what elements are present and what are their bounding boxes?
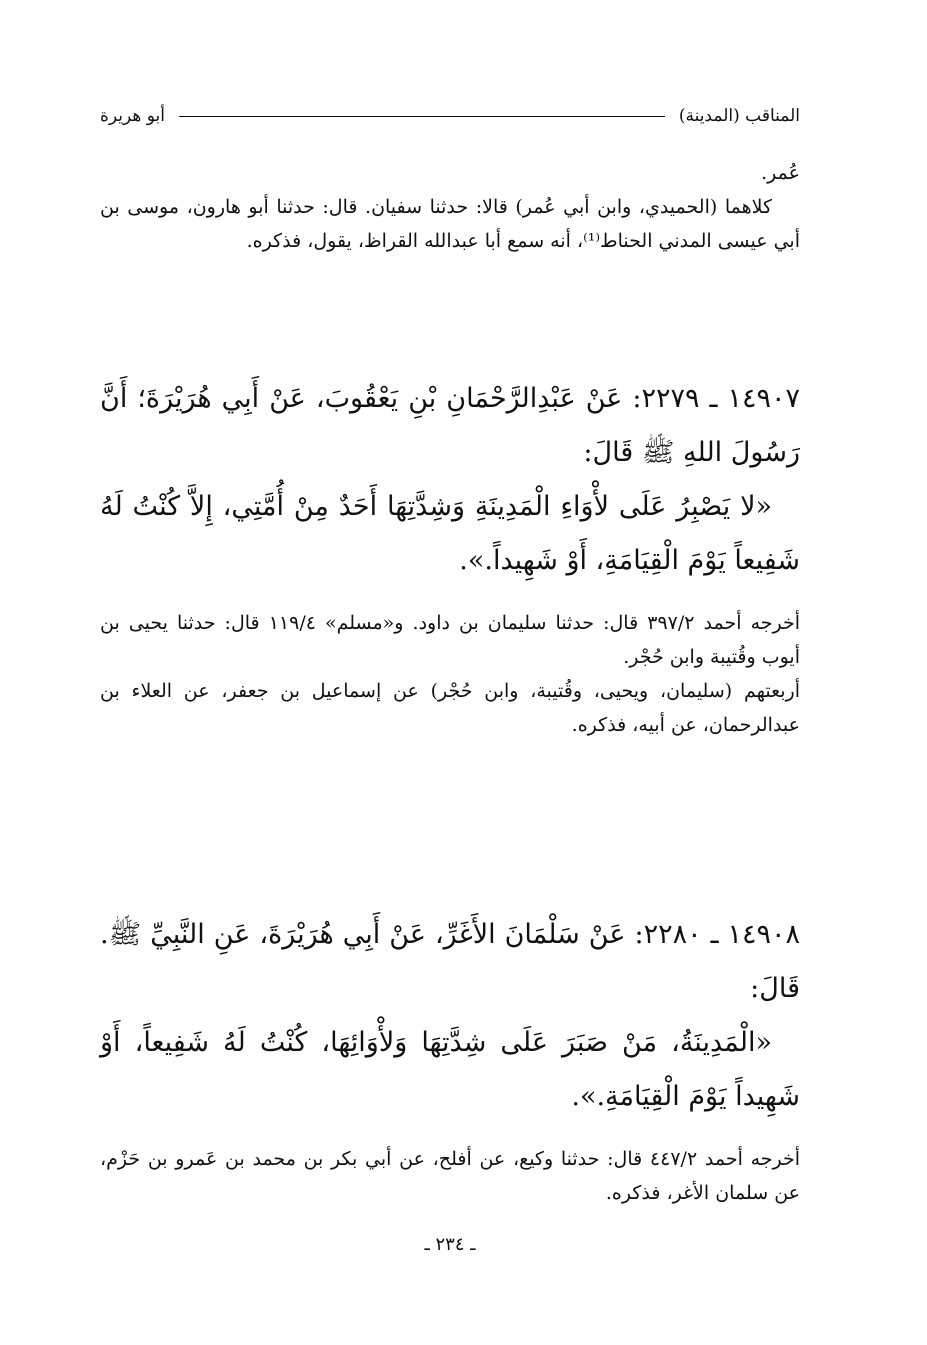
hadith-2 (100, 908, 800, 1124)
hadith-1 (100, 372, 800, 588)
continuation-text: عُمر. (761, 162, 800, 184)
hadith-2-takhrij (100, 1142, 800, 1210)
hadith-1-takhrij-2: أربعتهم (سليمان، ويحيى، وقُتيبة، وابن حُجْر) عن إسماعيل بن جعفر، عن العلاء بن عبدالرحمان، عن أبيه، فذكره. (100, 680, 800, 736)
isnad-chain: كلاهما (الحميدي، وابن أبي عُمر) قالا: حدثنا سفيان. قال: حدثنا أبو هارون، موسى بن أبي عيسى المدني الحناط⁽¹⁾، أنه سمع أبا عبدالله القراظ، يقول، فذكره. (100, 196, 800, 252)
header-chapter-title: أبو هريرة (100, 106, 166, 126)
hadith-2-heading: ١٤٩٠٨ ـ ٢٢٨٠: عَنْ سَلْمَانَ الأَغَرِّ، عَنْ أَبِي هُرَيْرَةَ، عَنِ النَّبِيِّ ﷺ. قَالَ: (100, 919, 800, 1004)
running-header (100, 102, 800, 130)
header-section-title: المناقب (المدينة) (678, 106, 800, 126)
hadith-1-takhrij (100, 606, 800, 742)
top-section (100, 156, 800, 258)
hadith-1-text: «لا يَصْبِرُ عَلَى لأْوَاءِ الْمَدِينَةِ وَشِدَّتِهَا أَحَدٌ مِنْ أُمَّتِي، إِلاَّ كُنْتُ لَهُ شَفِيعاً يَوْمَ الْقِيَامَةِ، أَوْ شَهِيداً.». (100, 491, 800, 576)
hadith-2-text: «الْمَدِينَةُ، مَنْ صَبَرَ عَلَى شِدَّتِهَا وَلأْوَائِهَا، كُنْتُ لَهُ شَفِيعاً، أَوْ شَهِيداً يَوْمَ الْقِيَامَةِ.». (100, 1027, 800, 1112)
header-rule (179, 116, 665, 117)
hadith-1-heading: ١٤٩٠٧ ـ ٢٢٧٩: عَنْ عَبْدِالرَّحْمَانِ بْنِ يَعْقُوبَ، عَنْ أَبِي هُرَيْرَةَ؛ أَنَّ رَسُولَ اللهِ ﷺ قَالَ: (100, 383, 801, 468)
book-page (100, 96, 800, 1296)
page-number: ـ ٢٣٤ ـ (424, 1234, 476, 1255)
hadith-1-takhrij-1: أخرجه أحمد ٣٩٧/٢ قال: حدثنا سليمان بن داود. و«مسلم» ١١٩/٤ قال: حدثنا يحيى بن أيوب وقُتيبة وابن حُجْر. (100, 612, 801, 668)
hadith-2-takhrij-text: أخرجه أحمد ٤٤٧/٢ قال: حدثنا وكيع، عن أفلح، عن أبي بكر بن محمد بن عَمرو بن حَزْم، عن سلمان الأغر، فذكره. (100, 1148, 801, 1204)
